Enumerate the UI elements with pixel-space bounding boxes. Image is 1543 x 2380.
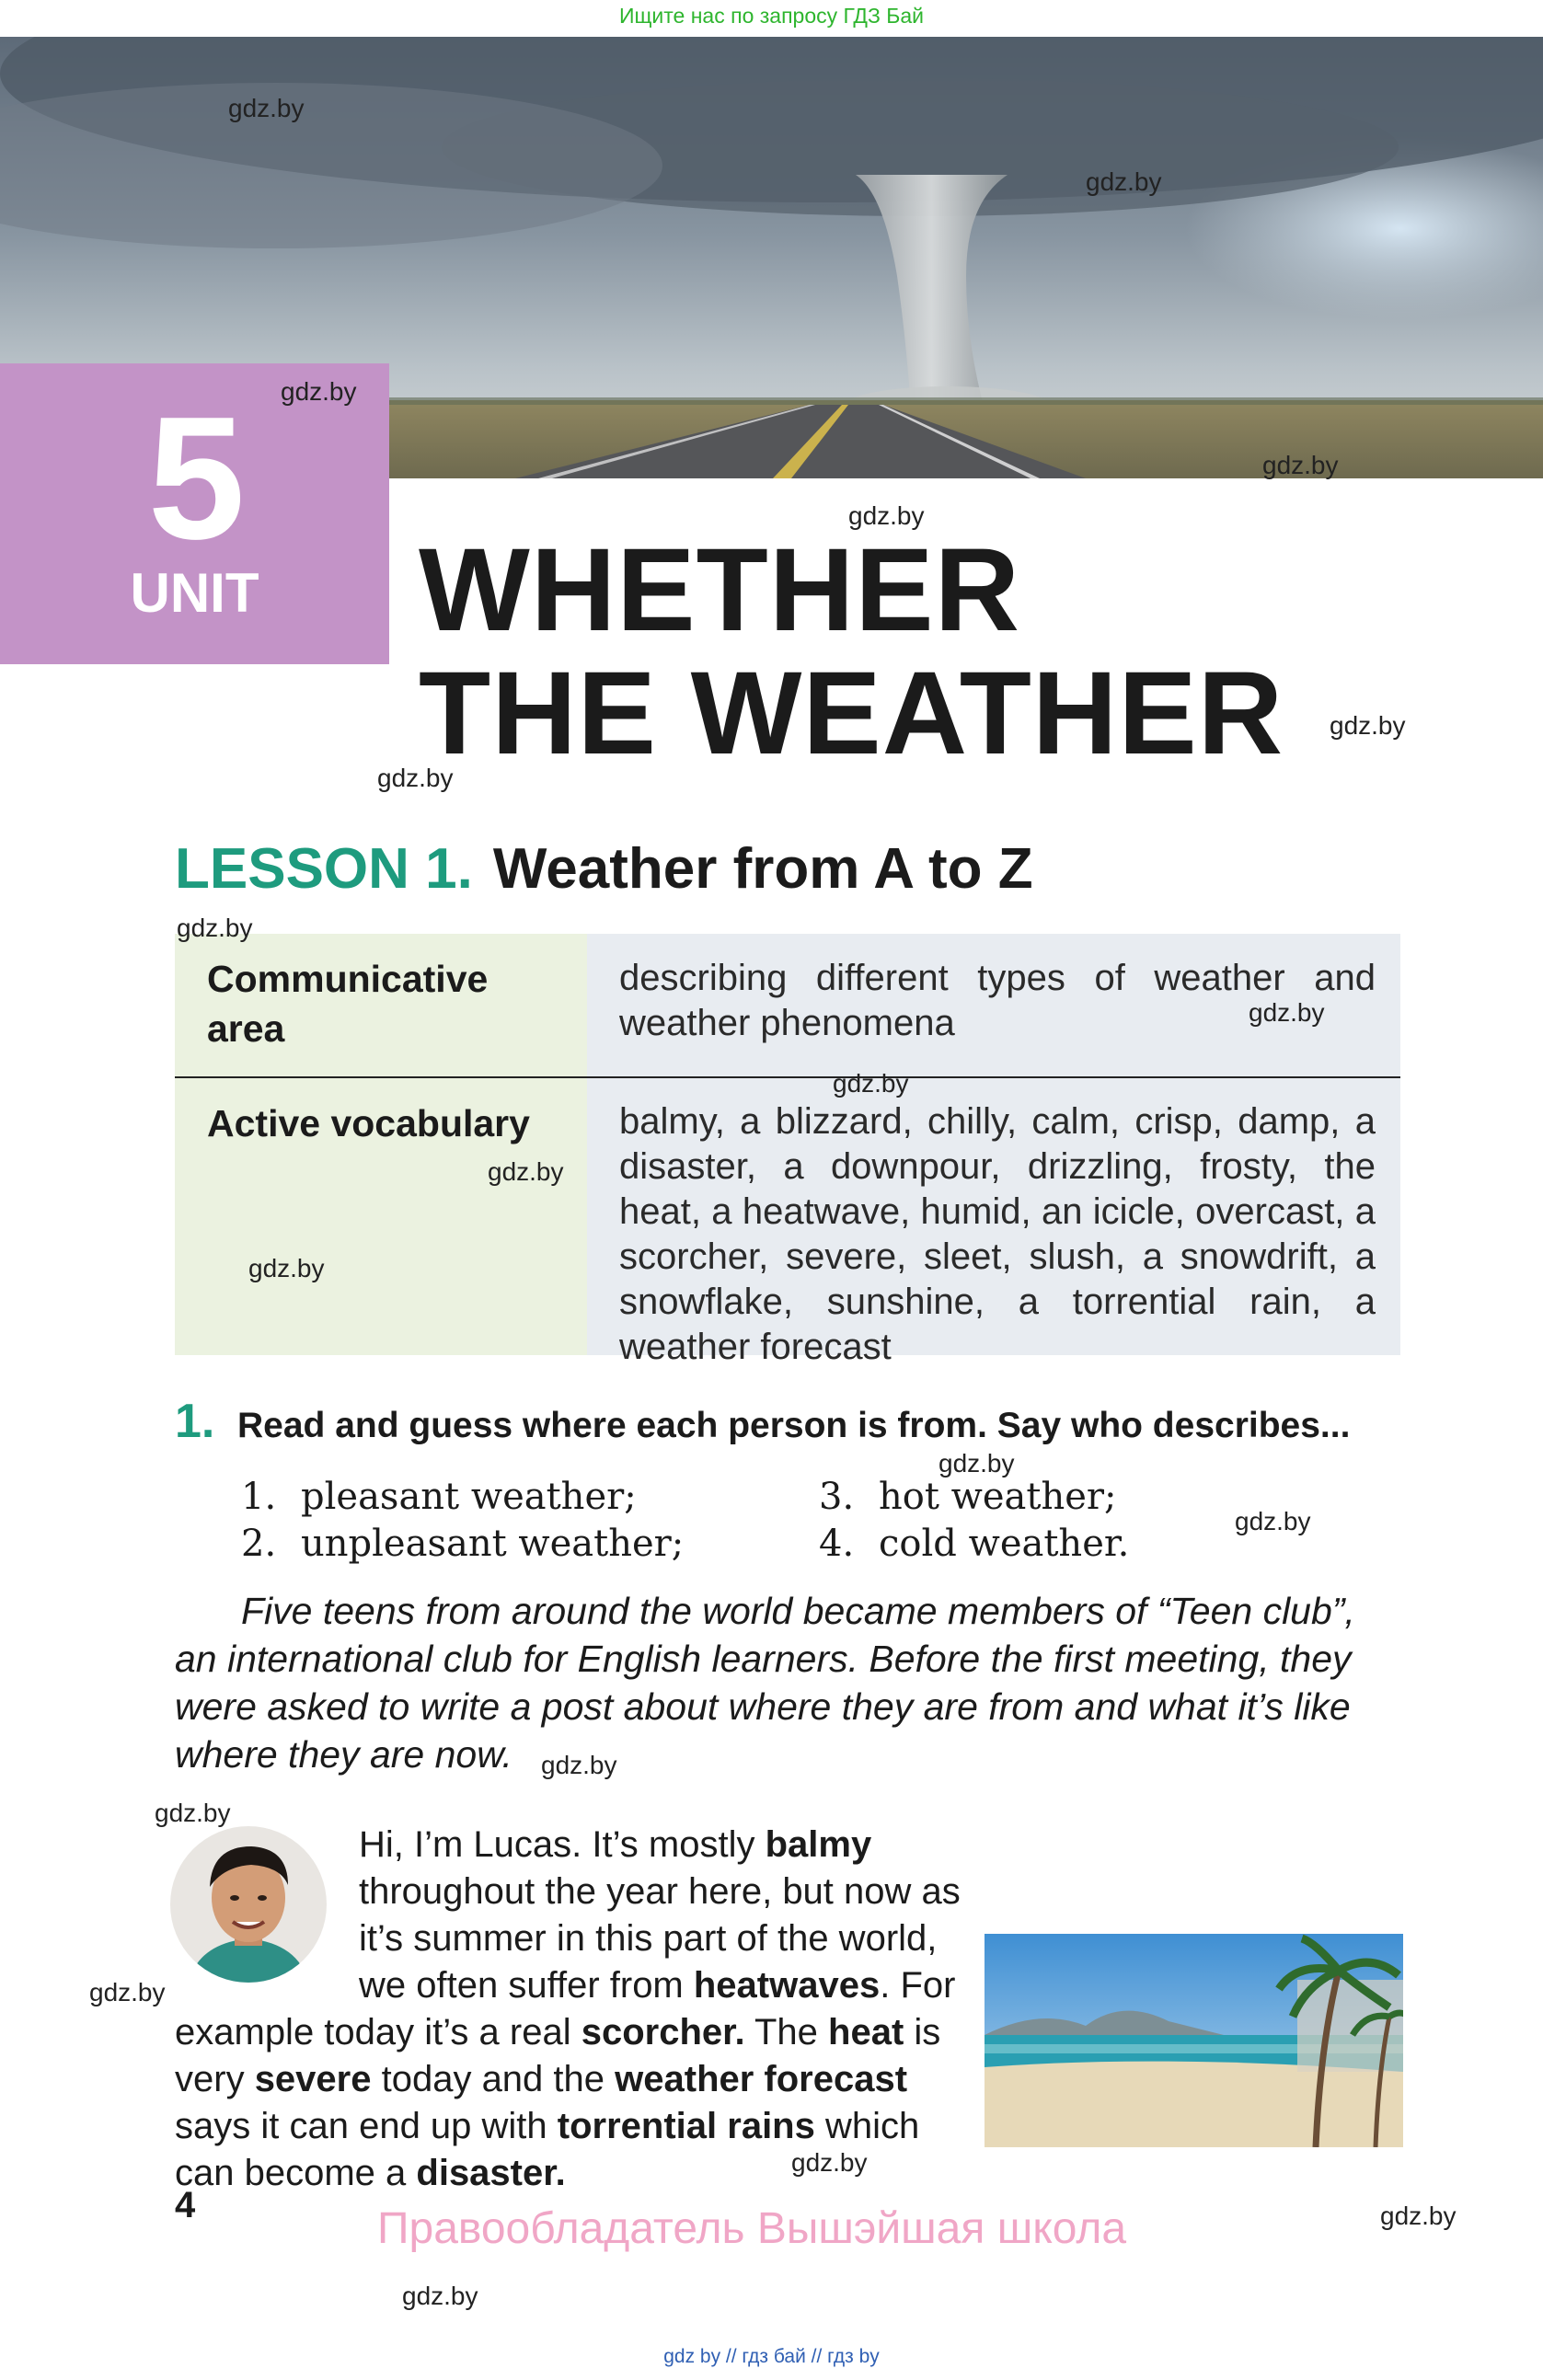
lesson-info-table — [175, 934, 1400, 1367]
watermark: gdz.by — [155, 1799, 231, 1827]
watermark: gdz.by — [488, 1157, 564, 1186]
unit-title-line-2: THE WEATHER — [419, 648, 1284, 779]
page-number: 4 — [175, 2185, 196, 2225]
exercise-number: 1. — [175, 1395, 215, 1448]
table-cell — [587, 1078, 1400, 1367]
list-item: 1. pleasant weather; — [241, 1476, 637, 1518]
watermark: gdz.by — [248, 1254, 325, 1282]
list-item: 2. unpleasant weather; — [241, 1523, 685, 1565]
watermark: gdz.by — [541, 1751, 617, 1779]
watermark: gdz.by — [1235, 1507, 1311, 1535]
communicative-area-heading: Communicative area — [207, 958, 489, 1050]
watermark: gdz.by — [281, 377, 357, 406]
footer-links: gdz by // гдз бай // гдз by — [663, 2346, 880, 2367]
lesson-number: LESSON 1. — [175, 837, 473, 901]
table-cell — [175, 1078, 587, 1355]
watermark: gdz.by — [89, 1978, 166, 2006]
watermark: gdz.by — [848, 501, 925, 530]
watermark: gdz.by — [791, 2148, 868, 2177]
table-cell — [175, 934, 587, 1076]
top-banner: Ищите нас по запросу ГДЗ Бай — [618, 4, 925, 28]
watermark: gdz.by — [1249, 998, 1325, 1027]
watermark: gdz.by — [1380, 2202, 1457, 2230]
active-vocabulary-heading: Active vocabulary — [207, 1102, 530, 1144]
exercise-intro: Five teens from around the world became members of “Teen club”, an international club for English learners. Before the first meeting, they were asked to write a post about where they are from and what it’s like where they are now. — [175, 1590, 1355, 1776]
unit-number: 5 — [147, 381, 242, 576]
lesson-heading — [175, 837, 1033, 902]
watermark: gdz.by — [1262, 451, 1339, 479]
watermark: gdz.by — [177, 914, 253, 942]
exercise-instruction: Read and guess where each person is from. Say who describes... — [237, 1406, 1351, 1445]
watermark: gdz.by — [1086, 167, 1162, 196]
copyright-notice: Правообладатель Вышэйшая школа — [377, 2204, 1127, 2253]
watermark: gdz.by — [228, 94, 305, 122]
active-vocabulary-text: balmy, a blizzard, chilly, calm, crisp, damp, a disaster, a downpour, drizzling, frosty, the heat, a heatwave, humid, an icicle, overcast, a scorcher, severe, sleet, slush, a snowdrift, a snowflake, sunshine, a torrential rain, a weather forecast — [619, 1101, 1376, 1367]
unit-title-line-1: WHETHER — [419, 524, 1021, 656]
watermark: gdz.by — [938, 1449, 1015, 1477]
post-lucas: Hi, I’m Lucas. It’s mostly balmy throughout the year here, but now as it’s summer in this part of the world, we often suffer from heatwaves. For example today it’s a real scorcher. The heat is very severe today and the weather forecast says it can end up with torrential rains which can become a disaster. — [175, 1824, 961, 2193]
watermark: gdz.by — [377, 764, 454, 792]
lesson-title: Weather from A to Z — [492, 837, 1033, 901]
communicative-area-text: describing different types of weather and weather phenomena — [619, 958, 1376, 1043]
list-item: 4. cold weather. — [819, 1523, 1130, 1565]
watermark: gdz.by — [402, 2282, 478, 2310]
watermark: gdz.by — [1330, 711, 1406, 740]
list-item: 3. hot weather; — [819, 1476, 1117, 1518]
watermark: gdz.by — [833, 1069, 909, 1098]
unit-label: UNIT — [130, 562, 259, 624]
